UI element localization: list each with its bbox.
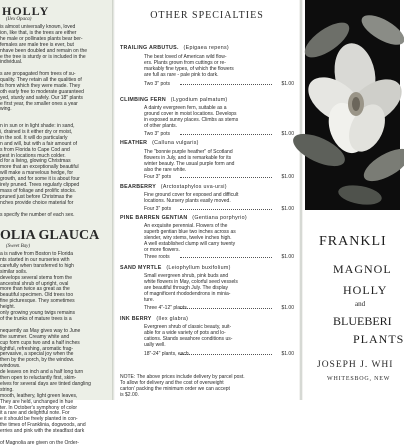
price-value: $1.00: [281, 305, 294, 311]
price-value: $1.00: [281, 206, 294, 212]
price-label: Four 3" pots: [144, 206, 172, 212]
plant-latin-name: (Leiophyllum buxifolium): [166, 265, 231, 271]
entry-name: [120, 140, 199, 146]
leader-dots: [180, 354, 272, 355]
left-fold-shadow: [112, 0, 115, 400]
magnolia-latin-name: (Sweet Bay): [6, 244, 31, 249]
company-address: WHITESBOG, NEW: [327, 376, 391, 382]
leader-dots: [180, 134, 272, 135]
holly-paragraph-1: is almost universally known, loved ion, like that, is the trees are either he male or pollinates plants bear ber- females are male tree is ever, but nhave been doubled and remain on the e the tree is sturdy or is included in the individual.: [0, 24, 88, 66]
entry-name: [120, 316, 188, 322]
entry-description: Small evergreen shrub, pink buds and white flowers in May, colorful seed vessels are beautiful through July. The display of magnificent rhododendrons in minia- ture.: [144, 273, 238, 303]
left-panel: [0, 0, 112, 446]
title-and: and: [355, 300, 366, 308]
entry-description: A dainty evergreen fern, suitable as a ground cover in moist locations. Develops in exposed sunny places. Climbs as stems of other plants.: [144, 105, 239, 129]
entry-name: [120, 97, 228, 103]
plant-latin-name: (Gentiana porphyrio): [192, 215, 247, 221]
plant-name: INK BERRY: [120, 316, 152, 322]
leader-dots: [180, 84, 272, 85]
price-label: Two 3" pots: [144, 131, 170, 137]
title-blueberry: BLUEBERI: [333, 314, 392, 328]
price-label: 18"-24" plants, each: [144, 351, 189, 357]
plant-name: PINE BARREN GENTIAN: [120, 215, 188, 221]
holly-paragraph-2: s are propagated from trees of su- quality. They retain all the qualities of ts from which they were made. They oth early free to moderate guaranteed yed, sturdy and safely. Our 18" plants e first year, the smaller ones a year wing.: [0, 71, 84, 113]
right-panel: [303, 0, 404, 400]
plant-name: CLIMBING FERN: [120, 97, 166, 103]
magnolia-heading: OLIA GLAUCA: [0, 228, 100, 243]
leader-dots: [180, 257, 272, 258]
plant-latin-name: (Arctostaphylos uva-ursi): [160, 184, 227, 190]
price-value: $1.00: [281, 351, 294, 357]
entry-name: [120, 265, 231, 271]
price-value: $1.00: [281, 131, 294, 137]
holly-heading: HOLLY: [2, 4, 50, 18]
price-label: Three roots: [144, 254, 170, 260]
specialties-title: OTHER SPECIALTIES: [150, 10, 264, 21]
plant-name: HEATHER: [120, 140, 148, 146]
plant-latin-name: (Epigaea repens): [183, 45, 229, 51]
magnolia-paragraph: a is native from Boston to Florida nts started in our nurseries with carefully when transferred to high similar soils. develops several stems from the ancestral shrub of upright, oval more than twice as great as the beautiful specimen. Old trees too fine picturesque. They sometimes height. only growing young twigs remains of the trunks of mature trees is a nequently as May gives way to June the summer. Creamy white and cup form cups two and a half inches lightful, refreshing, aromatic frag- pervasive, a special joy when the then by the porch, by the window. windows. de leaves on inch and a half long turn then open to reluctantly first, skim- elves for several days are tinted dangling string. mooth, leathery, light green leaves, They are held, unchanged in hue ter. In October's symphony of color it a rare and delightful note. For e it should be freely planted in con- the times of Franklinia, dogwoods, and erries and pink with the steadfast dark of Magnolia are given on the Order-: [0, 251, 91, 446]
price-label: Two 3" pots: [144, 81, 170, 87]
holly-latin-name: (Ilex Opaca): [6, 17, 32, 22]
plant-name: BEARBERRY: [120, 184, 156, 190]
plant-latin-name: (Calluna vulgaris): [152, 140, 199, 146]
entry-description: An exquisite perennial. Flowers of the superb gentian blue two inches across as slender, wiry stems, twelve inches high. A well established clump will carry twenty or more flowers.: [144, 223, 236, 253]
price-value: $1.00: [281, 254, 294, 260]
leader-dots: [180, 308, 272, 309]
holly-paragraph-3: n in sun or in light shade: in sand, i, drained is it either dry or moist, in the soil. It will do particularly n and will, but with a fair amount of s from Florida to Cape Cod and pest in locations much colder. d for a living, glowing Christmas more that an exceptionally beautiful will make a marvelous hedge, for growth, and for some it is about four irely pruned. Trees regularly clipped mass of foliage and prolific stocks. pruned just before Christmas the nches provide choice material for s specify the number of each sex.: [0, 123, 80, 218]
magnolia-flower-illustration: [305, 0, 400, 210]
entry-name: [120, 45, 229, 51]
leader-dots: [180, 177, 272, 178]
plant-name: TRAILING ARBUTUS.: [120, 45, 179, 51]
entry-name: [120, 184, 227, 190]
plant-name: SAND MYRTLE: [120, 265, 162, 271]
plant-latin-name: (Ilex glabra): [156, 316, 189, 322]
plant-latin-name: (Lygodium palmatum): [170, 97, 228, 103]
price-label: Three 4"-12" plants: [144, 305, 187, 311]
entry-description: The "bonnie purple heather" of Scotland flowers in July, and is remarkable for its winter beauty. The usual purple form and also the rare white.: [144, 149, 235, 173]
shipping-note: NOTE: The above prices include delivery by parcel post. To allow for delivery and the cost of overweight carton' packing the minimum order we can accept is $2.00.: [120, 374, 245, 398]
entry-description: Fine ground cover for exposed and difficult locations. Nursery plants easily moved.: [144, 192, 239, 204]
title-holly: HOLLY: [343, 283, 388, 297]
middle-panel: [116, 0, 298, 400]
title-plants: PLANTS: [353, 332, 404, 346]
entry-name: [120, 215, 247, 221]
price-value: $1.00: [281, 81, 294, 87]
magnolia-flower-photo: [305, 0, 400, 210]
entry-description: Evergreen shrub of classic beauty, suit- able for a wide variety of pots and lo- cations. Stands seashore conditions us- ually well.: [144, 324, 233, 348]
entry-description: The best loved of American wild flow- ers. Plants grown from cuttings or re- markably fine types, of which the flowers are full as rare - pale pink to dark.: [144, 54, 234, 78]
title-franklinia: FRANKLI: [319, 234, 387, 249]
title-magnolia: MAGNOL: [333, 262, 392, 276]
price-label: Four 3" pots: [144, 174, 172, 180]
price-value: $1.00: [281, 174, 294, 180]
company-name: JOSEPH J. WHI: [317, 360, 394, 370]
leader-dots: [180, 209, 272, 210]
